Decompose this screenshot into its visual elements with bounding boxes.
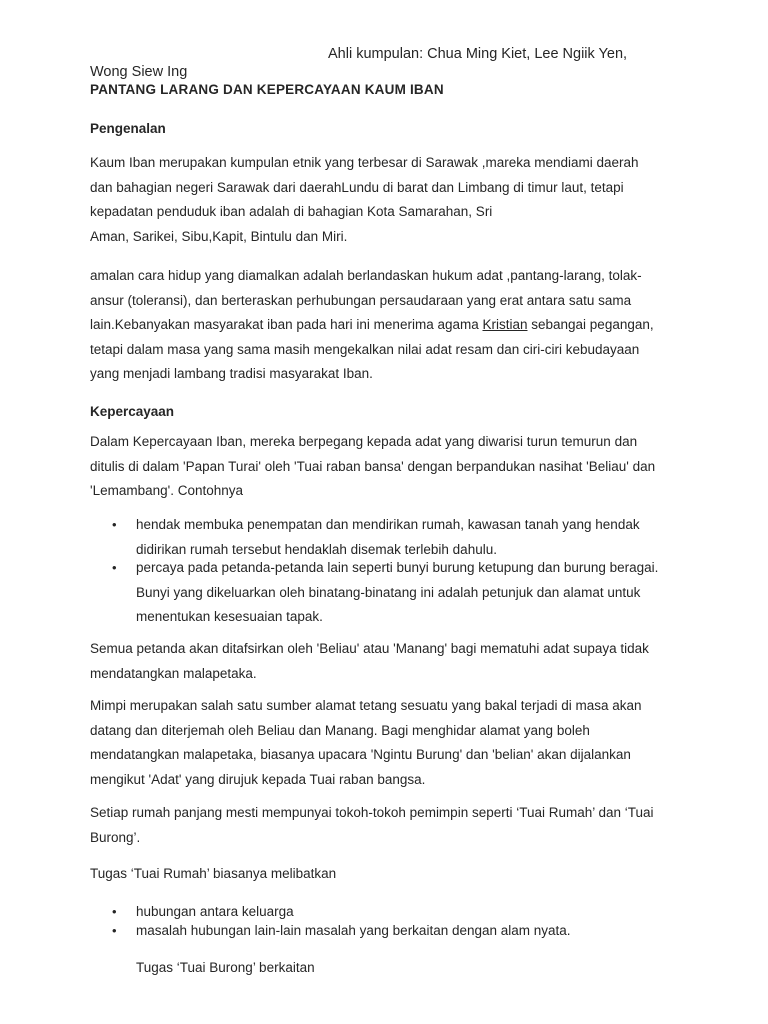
intro-paragraph-2 bbox=[90, 264, 690, 387]
bullet-icon: • bbox=[112, 517, 117, 532]
tuai-rumah-intro: Tugas ‘Tuai Rumah’ biasanya melibatkan bbox=[90, 866, 337, 881]
paragraph-line: mengikut 'Adat' yang dirujuk kepada Tuai raban bangsa. bbox=[90, 771, 426, 787]
paragraph-line: mendatangkan malapetaka, biasanya upacara 'Ngintu Burung' dan 'belian' akan dijalankan bbox=[90, 747, 631, 762]
tuai-burong-intro: Tugas ‘Tuai Burong’ berkaitan bbox=[136, 960, 315, 975]
beliefs-paragraph-3 bbox=[90, 694, 690, 792]
section-heading-introduction: Pengenalan bbox=[90, 121, 166, 136]
group-members-line1: Ahli kumpulan: Chua Ming Kiet, Lee Ngiik Yen, bbox=[328, 46, 628, 62]
list-item-text bbox=[136, 556, 658, 630]
list-item-line: hubungan antara keluarga bbox=[136, 904, 294, 919]
paragraph-line: kepadatan penduduk iban adalah di bahagian Kota Samarahan, Sri bbox=[90, 204, 493, 219]
list-item-text bbox=[136, 919, 571, 944]
list-item-line: menentukan kesesuaian tapak. bbox=[136, 609, 323, 624]
paragraph-line: ansur (toleransi), dan berteraskan perhubungan persaudaraan yang erat antara satu sama bbox=[90, 292, 632, 308]
bullet-icon: • bbox=[112, 923, 117, 938]
paragraph-line: mendatangkan malapetaka. bbox=[90, 665, 257, 681]
bullet-icon: • bbox=[112, 904, 117, 919]
paragraph-line: Burong’. bbox=[90, 829, 141, 845]
paragraph-line: ditulis di dalam 'Papan Turai' oleh 'Tuai raban bansa' dengan berpandukan nasihat 'Beliau' dan bbox=[90, 458, 656, 474]
list-item-line: didirikan rumah tersebut hendaklah disemak terlebih dahulu. bbox=[136, 541, 497, 557]
document-title: PANTANG LARANG DAN KEPERCAYAAN KAUM IBAN bbox=[90, 82, 444, 97]
paragraph-line: Setiap rumah panjang mesti mempunyai tokoh-tokoh pemimpin seperti ‘Tuai Rumah’ dan ‘Tuai bbox=[90, 805, 654, 820]
text-span: lain.Kebanyakan masyarakat iban pada hari ini menerima agama bbox=[90, 317, 483, 332]
group-members-line2: Wong Siew Ing bbox=[90, 64, 188, 80]
kristian-link[interactable]: Kristian bbox=[482, 317, 528, 332]
paragraph-line: Kaum Iban merupakan kumpulan etnik yang terbesar di Sarawak ,mareka mendiami daerah bbox=[90, 155, 639, 170]
beliefs-paragraph-2 bbox=[90, 637, 690, 686]
beliefs-paragraph-1 bbox=[90, 430, 690, 504]
list-item-text bbox=[136, 513, 640, 562]
list-item-line: percaya pada petanda-petanda lain seperti bunyi burung ketupung dan burung beragai. bbox=[136, 560, 659, 575]
list-item-line: Bunyi yang dikeluarkan oleh binatang-binatang ini adalah petunjuk dan alamat untuk bbox=[136, 584, 641, 600]
paragraph-line: Dalam Kepercayaan Iban, mereka berpegang kepada adat yang diwarisi turun temurun dan bbox=[90, 434, 638, 449]
paragraph-line bbox=[90, 313, 690, 338]
section-heading-beliefs: Kepercayaan bbox=[90, 404, 175, 419]
text-span: sebangai pegangan, bbox=[527, 317, 654, 332]
paragraph-line: Mimpi merupakan salah satu sumber alamat tetang sesuatu yang bakal terjadi di masa akan bbox=[90, 698, 642, 713]
paragraph-line: Aman, Sarikei, Sibu,Kapit, Bintulu dan Miri. bbox=[90, 228, 348, 244]
paragraph-line: tetapi dalam masa yang sama masih mengekalkan nilai adat resam dan ciri-ciri kebudayaan bbox=[90, 341, 640, 357]
paragraph-line: dan bahagian negeri Sarawak dari daerahLundu di barat dan Limbang di timur laut, tetapi bbox=[90, 179, 624, 195]
paragraph-line: Semua petanda akan ditafsirkan oleh 'Beliau' atau 'Manang' bagi mematuhi adat supaya tidak bbox=[90, 641, 649, 656]
bullet-icon: • bbox=[112, 560, 117, 575]
paragraph-line: datang dan diterjemah oleh Beliau dan Manang. Bagi menghidar alamat yang boleh bbox=[90, 722, 590, 738]
intro-paragraph-1 bbox=[90, 151, 690, 249]
paragraph-line: amalan cara hidup yang diamalkan adalah berlandaskan hukum adat ,pantang-larang, tolak- bbox=[90, 268, 642, 283]
paragraph-line: 'Lemambang'. Contohnya bbox=[90, 483, 244, 498]
list-item-line: hendak membuka penempatan dan mendirikan rumah, kawasan tanah yang hendak bbox=[136, 517, 640, 532]
paragraph-line: yang menjadi lambang tradisi masyarakat Iban. bbox=[90, 366, 373, 381]
beliefs-paragraph-4 bbox=[90, 801, 690, 850]
list-item-line: masalah hubungan lain-lain masalah yang berkaitan dengan alam nyata. bbox=[136, 923, 571, 938]
